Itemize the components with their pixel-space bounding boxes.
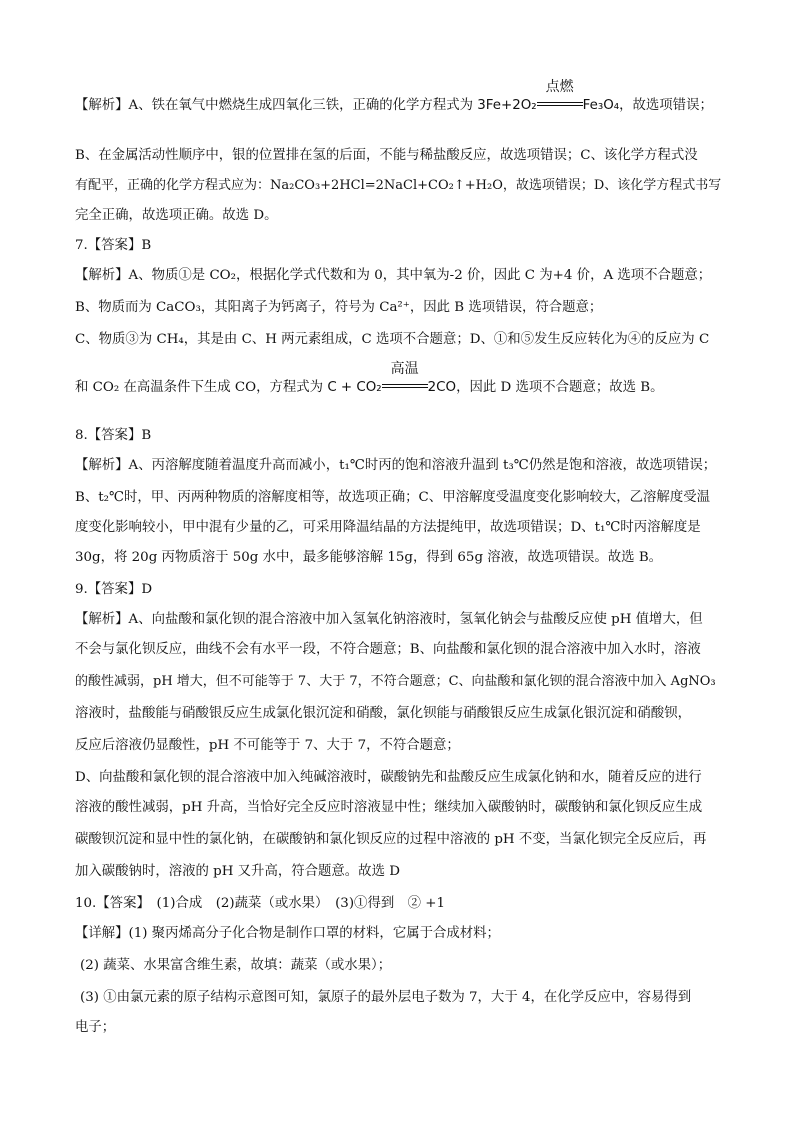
equation-products: Fe₃O₄	[582, 98, 620, 113]
reaction-condition-arrow	[537, 79, 583, 116]
answer-heading: 7.【答案】B	[75, 238, 152, 253]
text-segment: ，故选项错误；	[619, 98, 713, 113]
text-segment: ，因此 D 选项不合题意；故选 B。	[456, 380, 664, 395]
text-line: C、物质③为 CH₄，其是由 C、H 两元素组成，C 选项不合题意；D、①和⑤发生反应转化为④的反应为 C	[75, 332, 710, 347]
reaction-condition: 点燃	[545, 79, 574, 95]
text-line: 不会与氯化钡反应，曲线不会有水平一段，不符合题意；B、向盐酸和氯化钡的混合溶液中加入水时，溶液	[75, 642, 701, 657]
answer-heading: 8.【答案】B	[75, 428, 152, 443]
text-line: 完全正确，故选项正确。故选 D。	[75, 208, 278, 223]
text-line: (2) 蔬菜、水果富含维生素，故填：蔬菜（或水果）；	[80, 958, 392, 973]
text-line: 溶液的酸性减弱，pH 升高，当恰好完全反应时溶液显中性；继续加入碳酸钠时，碳酸钠和氯化钡反应生成	[75, 800, 703, 815]
text-line: 30g，将 20g 丙物质溶于 50g 水中，最多能够溶解 15g，得到 65g 溶液，故选项错误。故选 B。	[75, 550, 663, 565]
text-line: B、物质而为 CaCO₃，其阳离子为钙离子，符号为 Ca²⁺，因此 B 选项错误，符合题意；	[75, 300, 603, 315]
text-line: 【解析】A、向盐酸和氯化钡的混合溶液中加入氢氧化钠溶液时，氢氧化钠会与盐酸反应使 pH 值增大，但	[75, 612, 703, 627]
text-line: D、向盐酸和氯化钡的混合溶液中加入纯碱溶液时，碳酸钠先和盐酸反应生成氯化钠和水，随着反应的进行	[75, 770, 702, 785]
analysis-line-9	[75, 361, 664, 398]
text-line: 碳酸钡沉淀和显中性的氯化钠，在碳酸钠和氯化钡反应的过程中溶液的 pH 不变，当氯化钡完全反应后，再	[75, 832, 707, 847]
text-line: 度变化影响较小，甲中混有少量的乙，可采用降温结晶的方法提纯甲，故选项错误；D、t₁℃时丙溶解度是	[75, 520, 701, 535]
text-line: 溶液时，盐酸能与硝酸银反应生成氯化银沉淀和硝酸，氯化钡能与硝酸银反应生成氯化银沉淀和硝酸钡，	[75, 706, 691, 721]
equation-products: 2CO	[427, 380, 457, 395]
text-line: 有配平，正确的化学方程式应为：Na₂CO₃+2HCl=2NaCl+CO₂↑+H₂O，故选项错误；D、该化学方程式书写	[75, 178, 722, 193]
analysis-line-1	[75, 79, 713, 116]
text-line: (3) ①由氯元素的原子结构示意图可知，氯原子的最外层电子数为 7，大于 4，在化学反应中，容易得到	[80, 990, 692, 1005]
text-segment: 和 CO₂ 在高温条件下生成 CO，方程式为	[75, 380, 328, 395]
text-line: 【解析】A、物质①是 CO₂，根据化学式代数和为 0，其中氧为-2 价，因此 C 为+4 价，A 选项不合题意；	[75, 268, 712, 283]
reaction-condition-arrow	[382, 361, 428, 398]
text-line: 加入碳酸钠时，溶液的 pH 又升高，符合题意。故选 D	[75, 864, 400, 879]
text-line: 【解析】A、丙溶解度随着温度升高而减小，t₁℃时丙的饱和溶液升温到 t₃℃仍然是饱和溶液，故选项错误；	[75, 458, 717, 473]
text-line: B、t₂℃时，甲、丙两种物质的溶解度相等，故选项正确；C、甲溶解度受温度变化影响较大，乙溶解度受温	[75, 490, 710, 505]
equation-reactants: C + CO₂	[327, 380, 382, 395]
text-segment: 【解析】A、铁在氧气中燃烧生成四氧化三铁，正确的化学方程式为	[75, 98, 478, 113]
text-line: 的酸性减弱，pH 增大，但不可能等于 7、大于 7，不符合题意；C、向盐酸和氯化钡的混合溶液中加入 AgNO₃	[75, 674, 716, 689]
text-line: 【详解】(1) 聚丙烯高分子化合物是制作口罩的材料，它属于合成材料；	[75, 926, 500, 941]
text-line: 反应后溶液仍显酸性，pH 不可能等于 7、大于 7，不符合题意；	[75, 738, 460, 753]
reaction-condition: 高温	[390, 361, 419, 377]
text-line: B、在金属活动性顺序中，银的位置排在氢的后面，不能与稀盐酸反应，故选项错误；C、该化学方程式没	[75, 148, 698, 163]
equation-reactants: 3Fe+2O₂	[477, 98, 537, 113]
text-line: 电子；	[75, 1020, 116, 1035]
answer-heading: 9.【答案】D	[75, 582, 153, 597]
answer-heading: 10.【答案】 (1)合成 (2)蔬菜（或水果） (3)①得到 ② +1	[75, 896, 445, 911]
